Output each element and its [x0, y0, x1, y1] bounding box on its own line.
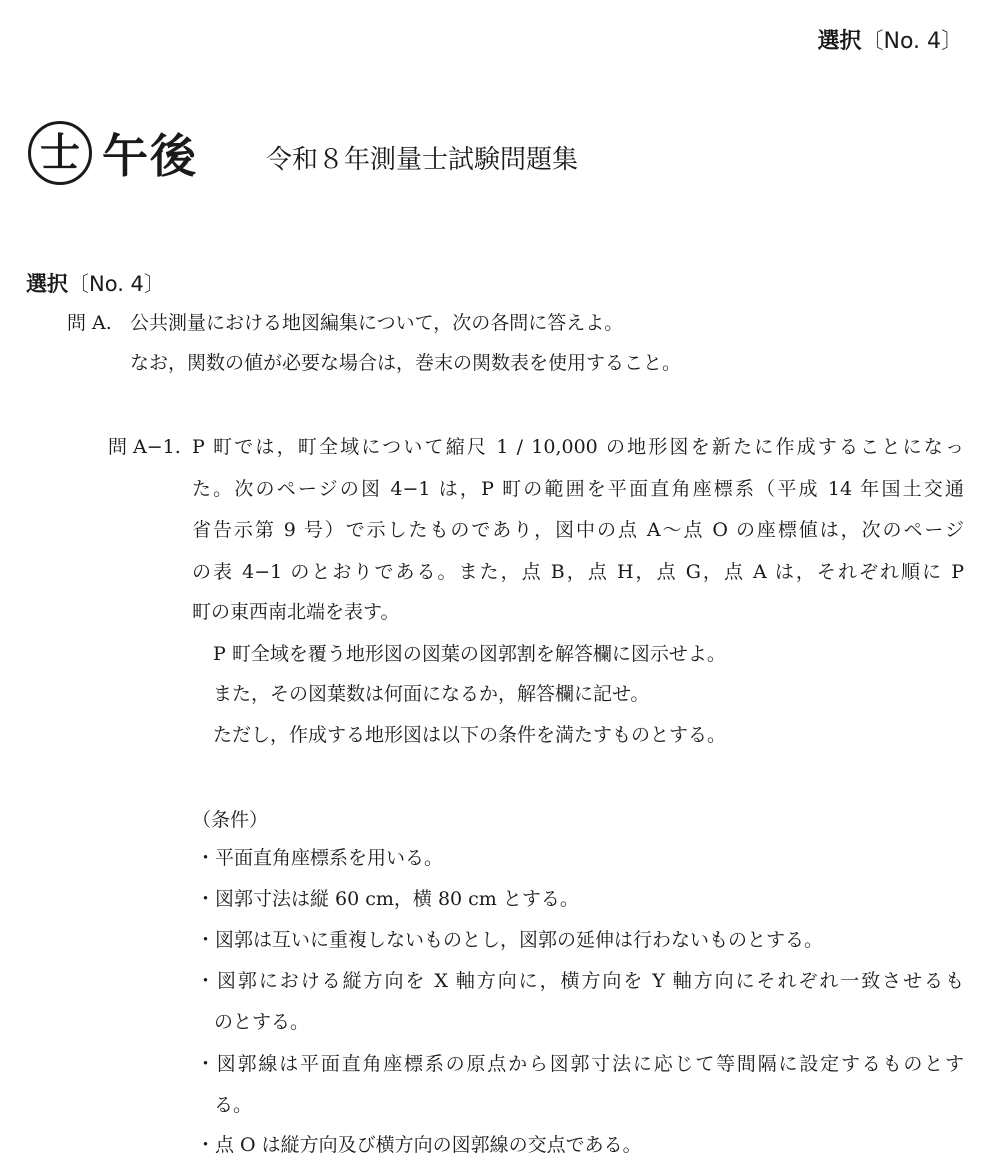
question-a1-line: P 町では，町全域について縮尺 1 / 10,000 の地形図を新たに作成することになっ — [192, 436, 964, 458]
collection-title: 令和８年測量士試験問題集 — [266, 144, 579, 175]
section-label — [26, 268, 165, 298]
conditions-title: （条件） — [192, 809, 269, 831]
instruction-line: また，その図葉数は何面になるか，解答欄に記せ。 — [213, 683, 650, 705]
question-a1-label: 問 A−1. — [108, 436, 181, 458]
session-label: 午後 — [102, 129, 198, 183]
question-a-text: 公共測量における地図編集について，次の各問に答えよ。 — [130, 312, 624, 334]
condition-item: ・図郭寸法は縦 60 cm，横 80 cm とする。 — [196, 888, 579, 910]
selection-label-bold: 選択 — [817, 28, 862, 54]
instruction-line: ただし，作成する地形図は以下の条件を満たすものとする。 — [213, 724, 727, 746]
condition-item: ・図郭線は平面直角座標系の原点から図郭寸法に応じて等間隔に設定するものとす — [196, 1053, 964, 1075]
condition-item-continued: る。 — [214, 1094, 253, 1116]
subject-mark-circle: 士 — [28, 121, 92, 185]
question-a1-line: の表 4−1 のとおりである。また，点 B，点 H，点 G，点 A は，それぞれ順に P — [192, 561, 964, 583]
condition-item: ・図郭における縦方向を X 軸方向に，横方向を Y 軸方向にそれぞれ一致させるも — [196, 970, 964, 992]
condition-item-continued: のとする。 — [214, 1011, 310, 1033]
exam-header — [28, 120, 578, 186]
section-label-bold: 選択 — [26, 271, 68, 296]
condition-item: ・点 O は縦方向及び横方向の図郭線の交点である。 — [196, 1134, 642, 1156]
instruction-line: P 町全域を覆う地形図の図葉の図郭割を解答欄に図示せよ。 — [213, 643, 726, 665]
question-a1-line: た。次のページの図 4−1 は，P 町の範囲を平面直角座標系（平成 14 年国土交通 — [192, 478, 964, 500]
selection-number: 〔No. 4〕 — [861, 29, 963, 54]
top-selection-label — [817, 24, 963, 55]
question-a-note: なお，関数の値が必要な場合は，巻末の関数表を使用すること。 — [130, 352, 682, 374]
question-a-label: 問 A. — [67, 312, 112, 334]
condition-item: ・平面直角座標系を用いる。 — [196, 847, 444, 869]
section-number: 〔No. 4〕 — [68, 272, 165, 296]
question-a1-line: 町の東西南北端を表す。 — [192, 601, 400, 623]
question-a1-line: 省告示第 9 号）で示したものであり，図中の点 A〜点 O の座標値は，次のページ — [192, 519, 964, 541]
condition-item: ・図郭は互いに重複しないものとし，図郭の延伸は行わないものとする。 — [196, 929, 824, 951]
